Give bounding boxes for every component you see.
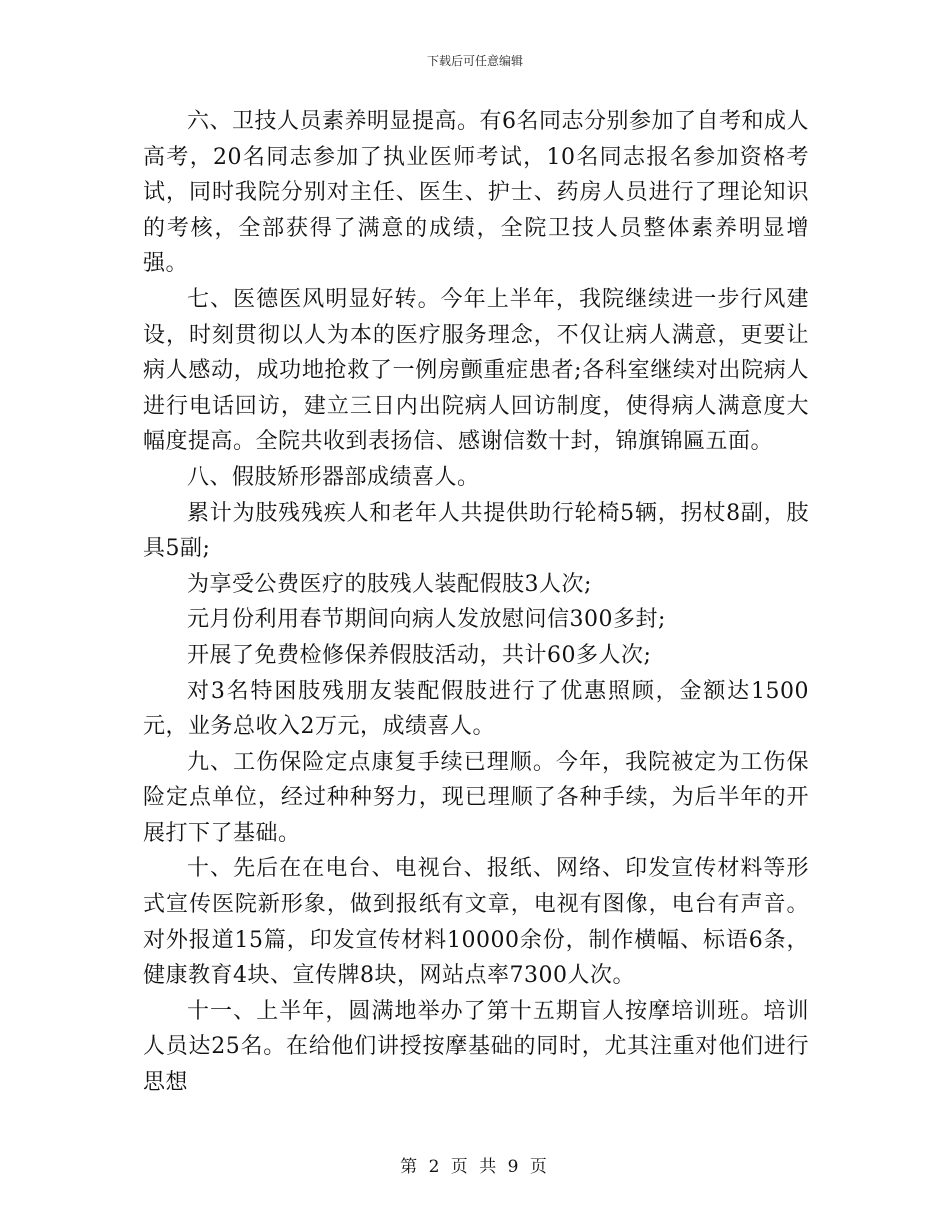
page-footer: 第 2 页 共 9 页 [400,1157,550,1177]
paragraph-item-10: 十、先后在在电台、电视台、报纸、网络、印发宣传材料等形式宣传医院新形象，做到报纸有文章，电视有图像，电台有声音。对外报道15篇，印发宣传材料10000余份，制作横幅、标语6条，健康教育4块、宣传牌8块，网站点率7300人次。 [143,856,809,989]
paragraph-item-11: 十一、上半年，圆满地举办了第十五期盲人按摩培训班。培训人员达25名。在给他们讲授按摩基础的同时，尤其注重对他们进行思想 [143,998,809,1096]
paragraph-prosthesis-fitting: 为享受公费医疗的肢残人装配假肢3人次; [187,571,592,597]
paragraph-item-9: 九、工伤保险定点康复手续已理顺。今年，我院被定为工伤保险定点单位，经过种种努力，现已理顺了各种手续，为后半年的开展打下了基础。 [143,749,809,846]
paragraph-item-6: 六、卫技人员素养明显提高。有6名同志分别参加了自考和成人高考，20名同志参加了执业医师考试，10名同志报名参加资格考试，同时我院分别对主任、医生、护士、药房人员进行了理论知识的考核，全部获得了满意的成绩，全院卫技人员整体素养明显增强。 [143,109,809,277]
paragraph-item-7: 七、医德医风明显好转。今年上半年，我院继续进一步行风建设，时刻贯彻以人为本的医疗服务理念，不仅让病人满意，更要让病人感动，成功地抢救了一例房颤重症患者;各科室继续对出院病人进行电话回访，建立三日内出院病人回访制度，使得病人满意度大幅度提高。全院共收到表扬信、感谢信数十封，锦旗锦匾五面。 [143,286,809,455]
page-header: 下载后可任意编辑 [426,54,523,68]
paragraph-condolence-letters: 元月份利用春节期间向病人发放慰问信300多封; [187,607,666,633]
paragraph-discount-care: 对3名特困肢残朋友装配假肢进行了优惠照顾，金额达1500元，业务总收入2万元，成绩喜人。 [143,678,809,740]
document-body [143,104,809,1101]
paragraph-free-maintenance: 开展了免费检修保养假肢活动，共计60多人次; [187,642,652,668]
paragraph-item-8-heading: 八、假肢矫形器部成绩喜人。 [187,464,480,490]
paragraph-wheelchair-supply: 累计为肢残残疾人和老年人共提供助行轮椅5辆，拐杖8副，肢具5副; [143,500,809,562]
